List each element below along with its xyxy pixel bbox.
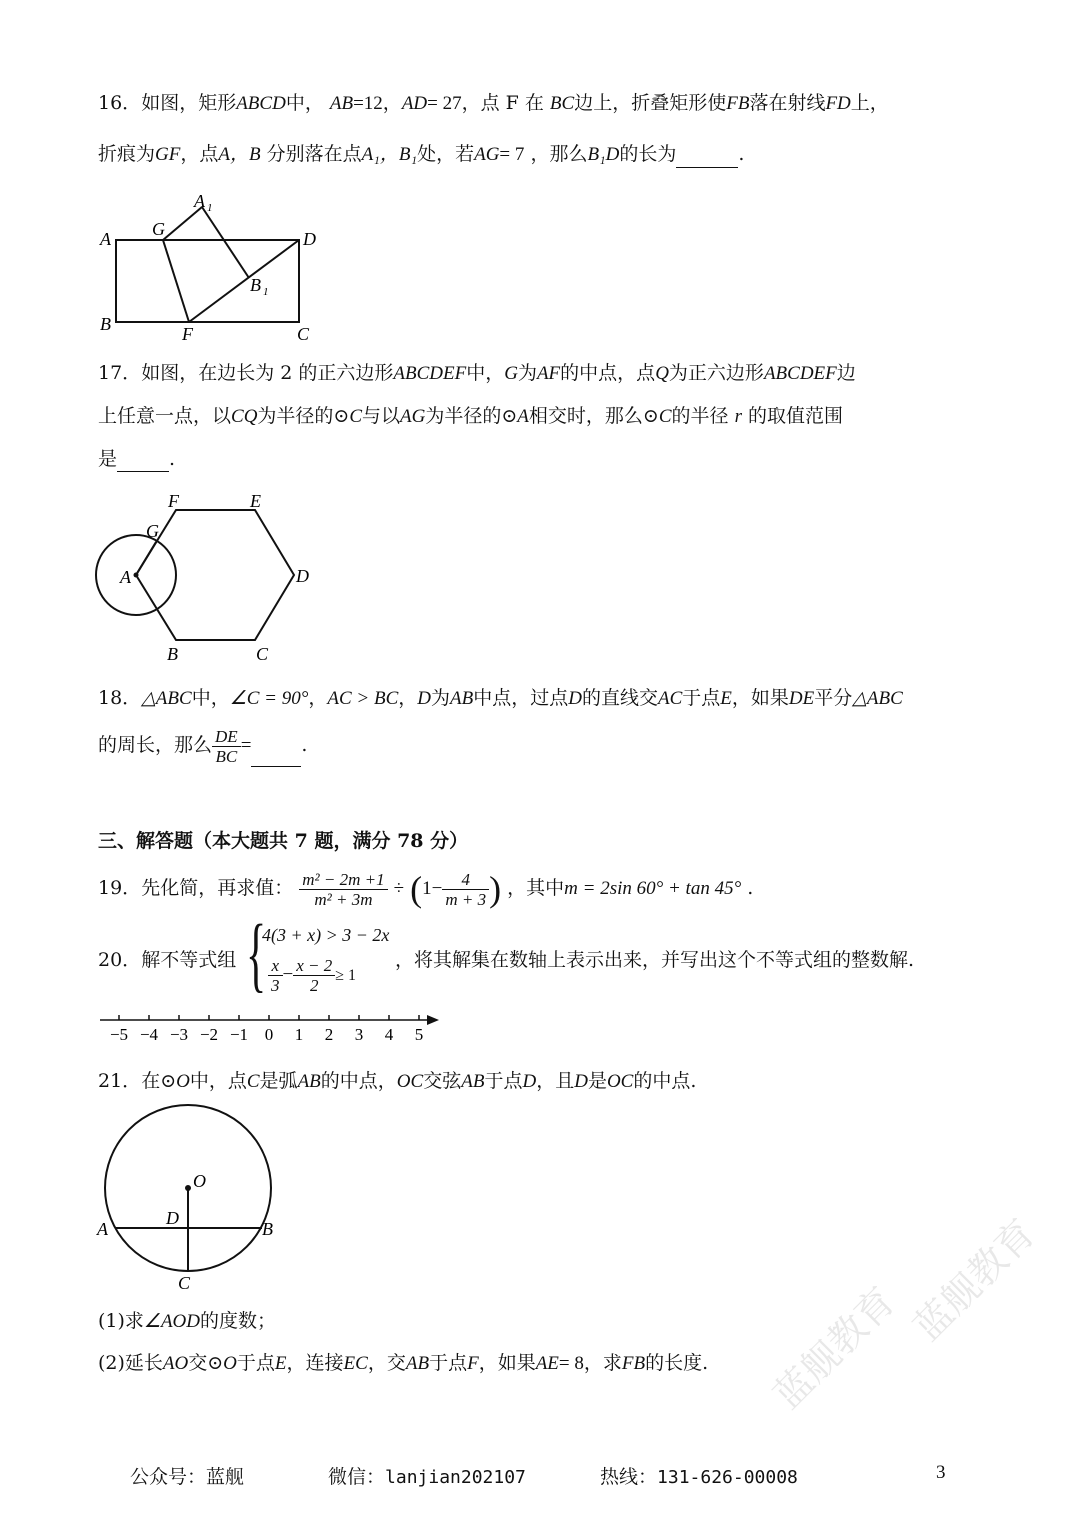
label-g: G	[146, 521, 159, 541]
number-line-label: 1	[294, 1025, 304, 1044]
footer-hotline: 热线：131-626-00008	[600, 1466, 798, 1488]
q19-line: 19．先化简，再求值： $\frac{\text{m² − 2m +1}}{\text{m² + 3m}}$ ÷ (1− $\frac{4}{m + 3}$ ) ，其中m = 2sin 60° + tan 45° .	[98, 869, 754, 909]
label-d: D	[166, 1208, 179, 1228]
label-f: F	[168, 491, 179, 511]
number-line-label: 0	[264, 1025, 274, 1044]
svg-text:1: 1	[263, 286, 269, 298]
label-b: B	[100, 314, 111, 334]
q18-line2: 的周长，那么 $\frac{DE}{BC}$ = .	[98, 726, 308, 766]
label-b1: B	[250, 275, 261, 295]
footer-gzh: 公众号：蓝舰	[130, 1466, 245, 1488]
fraction-2: $\frac{4}{m + 3}$	[442, 870, 489, 909]
fraction-1: $\frac{\text{m² − 2m +1}}{\text{m² + 3m}}$	[299, 870, 387, 909]
label-g: G	[152, 219, 165, 239]
rectangle-abcd	[116, 240, 299, 322]
arrow-icon	[427, 1015, 439, 1025]
watermark: 蓝舰教育	[905, 1210, 1044, 1350]
number-line-label: −2	[199, 1025, 219, 1044]
fraction-de-bc: $\frac{DE}{BC}$	[212, 727, 241, 766]
label-b: B	[262, 1219, 273, 1239]
label-c: C	[178, 1273, 191, 1293]
q20-rest: ，将其解集在数轴上表示出来，并写出这个不等式组的整数解.	[395, 949, 915, 971]
hexagon-abcdef	[136, 510, 294, 640]
label-b: B	[167, 644, 178, 664]
q17-figure	[90, 485, 330, 665]
q16-line2: 折痕为GF，点A，B 分别落在点A₁，B₁处，若AG= 7 ，那么B₁D的长为 .	[98, 141, 744, 168]
label-f: F	[182, 324, 193, 344]
number-line-label: 4	[384, 1025, 394, 1044]
label-d: D	[303, 229, 316, 249]
number-line-label: −1	[229, 1025, 249, 1044]
q17-line3: 是 .	[98, 448, 176, 470]
svg-text:1: 1	[207, 202, 213, 214]
q16-line1: 16．如图，矩形ABCD中， AB=12，AD= 27，点 F 在 BC边上，折叠矩形使FB落在射线FD上，	[98, 92, 889, 114]
label-d: D	[296, 566, 309, 586]
answer-blank	[676, 147, 738, 168]
answer-blank	[117, 451, 169, 472]
number-line-label: −5	[109, 1025, 129, 1044]
footer-wechat: 微信：lanjian202107	[328, 1466, 526, 1488]
q21-figure	[92, 1100, 292, 1300]
page-number: 3	[936, 1462, 946, 1483]
section-3-title: 三、解答题（本大题共 7 题，满分 78 分）	[98, 830, 469, 852]
q17-line1: 17．如图，在边长为 2 的正六边形ABCDEF中，G为AF的中点，点Q为正六边形ABCDEF边	[98, 362, 856, 384]
label-a: A	[100, 229, 111, 249]
q21-part1: (1)求∠AOD的度数；	[98, 1310, 277, 1332]
q21-line: 21．在⊙O中，点C是弧AB的中点，OC交弦AB于点D，且D是OC的中点.	[98, 1070, 697, 1092]
label-c: C	[297, 324, 310, 344]
number-line-label: 3	[354, 1025, 364, 1044]
q21-part2: (2)延长AO交⊙O于点E，连接EC，交AB于点F，如果AE= 8，求FB的长度.	[98, 1352, 709, 1374]
watermark: 蓝舰教育	[765, 1278, 904, 1418]
number-line-label: −4	[139, 1025, 159, 1044]
q20-label: 20．解不等式组	[98, 949, 237, 971]
q16-figure	[90, 185, 340, 345]
answer-blank	[251, 740, 301, 767]
number-line-label: 2	[324, 1025, 334, 1044]
inequality-2: $\frac{x}{3}$ − $\frac{x - 2}{2}$ ≥ 1	[268, 953, 356, 997]
label-a: A	[120, 567, 131, 587]
label-e: E	[250, 491, 261, 511]
inequality-1: 4(3 + x) > 3 − 2x	[262, 925, 390, 945]
number-line-label: −3	[169, 1025, 189, 1044]
number-line-label: 5	[414, 1025, 424, 1044]
crease-gf	[163, 240, 189, 322]
q17-line2: 上任意一点，以CQ为半径的⊙C与以AG为半径的⊙A相交时，那么⊙C的半径 r 的取值范围	[98, 405, 844, 427]
number-line	[95, 1008, 445, 1048]
label-a: A	[97, 1219, 108, 1239]
label-a1: A	[194, 191, 205, 211]
label-c: C	[256, 644, 269, 664]
q18-line1: 18．△ABC中，∠C = 90°，AC > BC，D为AB中点，过点D的直线交AC于点E，如果DE平分△ABC	[98, 687, 903, 709]
brace: {	[246, 908, 267, 1001]
label-o: O	[193, 1171, 206, 1191]
